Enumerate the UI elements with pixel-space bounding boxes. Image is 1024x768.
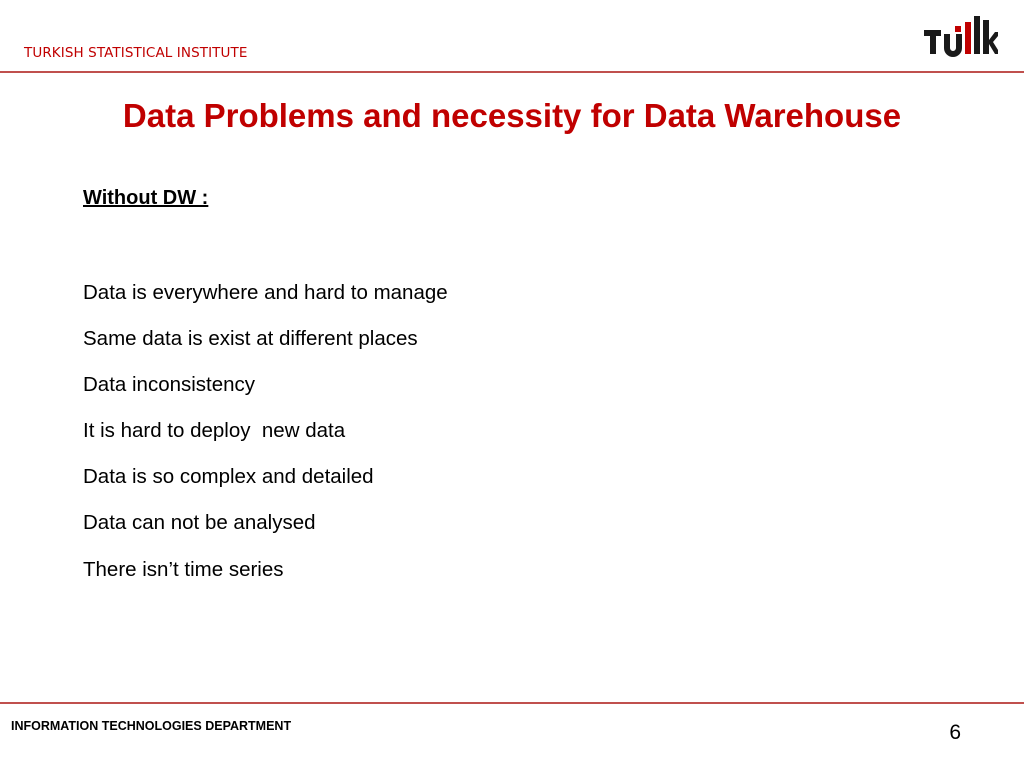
header-divider — [0, 71, 1024, 73]
tuik-logo-icon — [922, 14, 998, 58]
list-item: It is hard to deploy new data — [83, 419, 346, 443]
organization-name: TURKISH STATISTICAL INSTITUTE — [24, 45, 248, 61]
list-item: There isn’t time series — [83, 557, 284, 581]
list-item: Data is so complex and detailed — [83, 465, 374, 489]
page-number: 6 — [949, 721, 961, 744]
department-name: INFORMATION TECHNOLOGIES DEPARTMENT — [11, 719, 292, 733]
list-item: Data inconsistency — [83, 373, 256, 397]
section-subheading: Without DW : — [83, 187, 209, 209]
list-item: Data is everywhere and hard to manage — [83, 281, 448, 304]
list-item: Same data is exist at different places — [83, 327, 418, 351]
slide-title: Data Problems and necessity for Data Warehouse — [122, 97, 902, 134]
footer-divider — [0, 702, 1024, 704]
problem-list — [83, 278, 448, 601]
list-item: Data can not be analysed — [83, 511, 316, 535]
